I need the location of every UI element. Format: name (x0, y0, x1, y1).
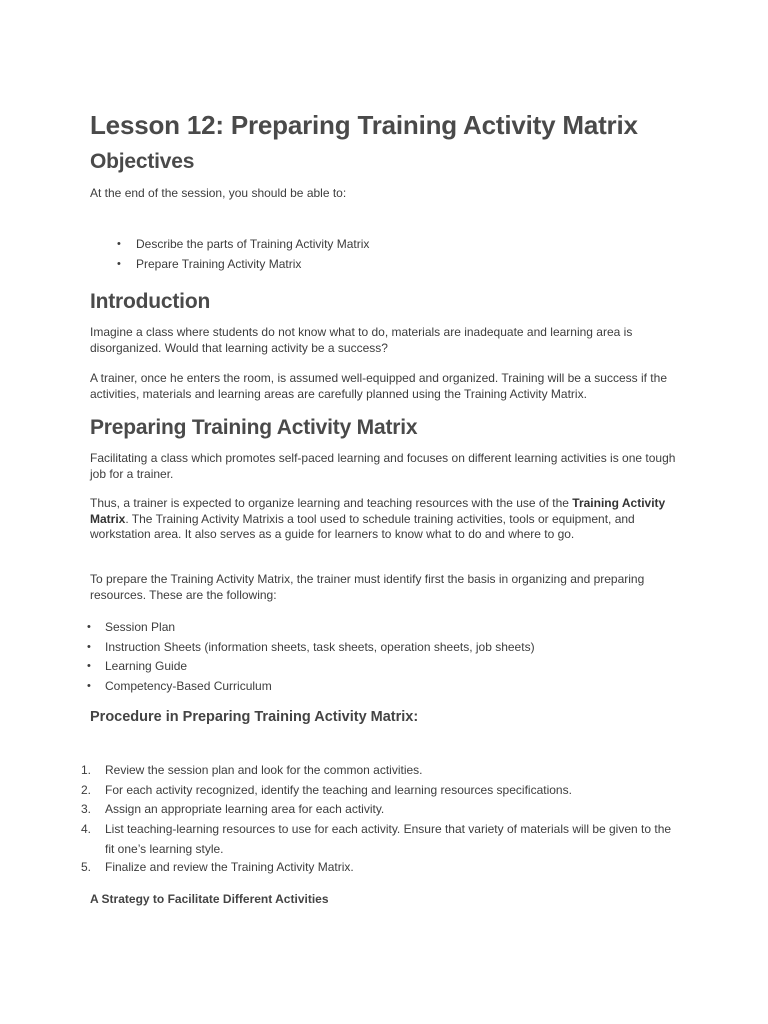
bullet-icon: • (87, 621, 91, 633)
step-number: 4. (81, 822, 92, 836)
introduction-paragraph-2: A trainer, once he enters the room, is assumed well-equipped and organized. Training will be a success if the activities, materials and learning areas are carefully planned using the Training Activity Matrix. (90, 371, 667, 401)
objectives-heading: Objectives (90, 150, 195, 173)
objectives-intro: At the end of the session, you should be able to: (90, 186, 347, 200)
strategy-heading: A Strategy to Facilitate Different Activities (90, 892, 329, 906)
preparing-paragraph-3: To prepare the Training Activity Matrix, the trainer must identify first the basis in organizing and preparing resources. These are the following: (90, 572, 645, 602)
bullet-icon: • (117, 258, 121, 270)
step-number: 5. (81, 860, 92, 874)
page-title: Lesson 12: Preparing Training Activity Matrix (90, 110, 638, 140)
procedure-heading: Procedure in Preparing Training Activity Matrix: (90, 709, 419, 725)
step-number: 1. (81, 763, 92, 777)
preparing-heading: Preparing Training Activity Matrix (90, 416, 418, 439)
list-item: 4. List teaching-learning resources to use for each activity. Ensure that variety of materials will be given to the fit one’s learning style. (81, 822, 672, 856)
bullet-icon: • (87, 641, 91, 653)
training-activity-matrix-term: Training Activity Matrix (90, 496, 666, 526)
preparing-paragraph-1: Facilitating a class which promotes self-paced learning and focuses on different learning activities is one tough job for a trainer. (90, 451, 676, 481)
bullet-icon: • (87, 680, 91, 692)
preparing-paragraph-2: Thus, a trainer is expected to organize learning and teaching resources with the use of the Training Activity Matrix. The Training Activity Matrixis a tool used to schedule training activities, tools or equipment, and workstation area. It also serves as a guide for learners to know what to do and where to go. (90, 496, 666, 541)
introduction-paragraph-1: Imagine a class where students do not know what to do, materials are inadequate and learning area is disorganized. Would that learning activity be a success? (90, 325, 633, 355)
introduction-heading: Introduction (90, 290, 211, 313)
bullet-icon: • (87, 660, 91, 672)
step-number: 3. (81, 802, 92, 816)
document-page: Lesson 12: Preparing Training Activity Matrix Objectives At the end of the session, you should be able to: • Describe the parts of Training Activity Matrix • Prepare Training Activity Matrix Introduction Imagine a class where students do not know what to do, materials are inadequate and learning area is disorganized. Would that learning activity be a success? A trainer, once he enters the room, is assumed well-equipped and organized. Training will be a success if the activities, materials and learning areas are carefully planned using the Training Activity Matrix. Preparing Training Activity Matrix Facilitating a class which promotes self-paced learning and focuses on different learning activities is one tough job for a trainer. Thus, a trainer is expected to organize learning and teaching resources with the use of the Training Activity Matrix. The Training Activity Matrixis a tool used to schedule training activities, tools or equipment, and workstation area. It also serves as a guide for learners to know what to do and where to go. To prepare the Training Activity Matrix, the trainer must identify first the basis in organizing and preparing resources. These are the following: • Session Plan • Instruction Sheets (information sheets, task sheets, operation sheets, job sheets) • Learning Guide • Competency-Based Curriculum Procedure in Preparing Training Activity Matrix: 1. Review the session plan and look for the common activities. 2. For each activity recognized, identify the teaching and learning resources specifications. 3. Assign an appropriate learning area for each activity. 4. List teaching-learning resources to use for each activity. Ensure that variety of materials will be given to the fit one’s learning style. 5. Finalize and review the Training Activity Matrix. A Strategy to Facilitate Different Activities (0, 0, 768, 1024)
step-number: 2. (81, 783, 92, 797)
bullet-icon: • (117, 238, 121, 250)
